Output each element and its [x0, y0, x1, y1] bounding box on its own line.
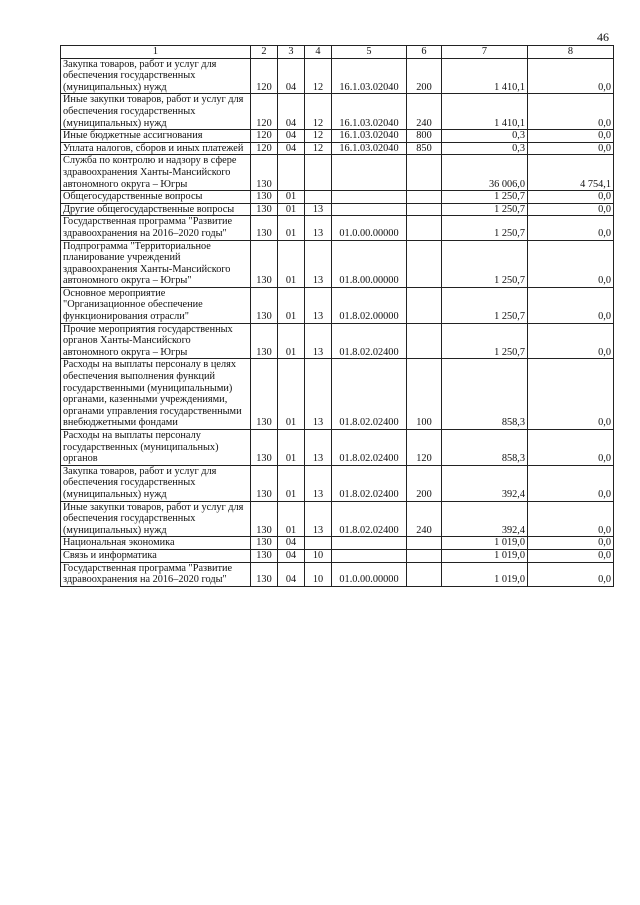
- table-cell: 01.8.02.02400: [332, 465, 407, 501]
- table-cell: 0,0: [528, 549, 614, 562]
- table-cell: 0,0: [528, 58, 614, 94]
- table-cell: 858,3: [442, 430, 528, 466]
- table-cell: [407, 562, 442, 586]
- table-cell: [407, 537, 442, 550]
- table-cell: 16.1.03.02040: [332, 58, 407, 94]
- table-cell: 0,0: [528, 537, 614, 550]
- table-row: [61, 562, 614, 586]
- table-cell: 240: [407, 94, 442, 130]
- table-cell: 850: [407, 142, 442, 155]
- table-cell: [332, 155, 407, 191]
- table-row: [61, 465, 614, 501]
- table-cell: 130: [251, 501, 278, 537]
- table-cell: 130: [251, 216, 278, 240]
- table-cell: [305, 191, 332, 204]
- table-cell: 04: [278, 130, 305, 143]
- table-cell: 0,3: [442, 142, 528, 155]
- table-cell: 0,0: [528, 203, 614, 216]
- row-label: Другие общегосударственные вопросы: [61, 203, 251, 216]
- row-label: Связь и информатика: [61, 549, 251, 562]
- row-label: Расходы на выплаты персоналу в целях обеспечения выполнения функций государственными (муниципальными) органами, казенными учреждениями, органами управления государственными внебюджетными фондами: [61, 359, 251, 430]
- table-cell: 1 250,7: [442, 191, 528, 204]
- table-cell: [407, 216, 442, 240]
- table-cell: 100: [407, 359, 442, 430]
- table-cell: 36 006,0: [442, 155, 528, 191]
- table-cell: 01: [278, 430, 305, 466]
- table-cell: 13: [305, 287, 332, 323]
- column-header: 1: [61, 46, 251, 59]
- table-row: [61, 58, 614, 94]
- table-cell: 01: [278, 501, 305, 537]
- table-cell: 130: [251, 537, 278, 550]
- table-cell: 16.1.03.02040: [332, 130, 407, 143]
- table-cell: 130: [251, 359, 278, 430]
- table-cell: 130: [251, 549, 278, 562]
- column-header: 4: [305, 46, 332, 59]
- table-cell: 13: [305, 501, 332, 537]
- table-cell: 130: [251, 203, 278, 216]
- table-cell: 1 250,7: [442, 203, 528, 216]
- table-cell: 01.8.02.02400: [332, 501, 407, 537]
- table-cell: [407, 240, 442, 287]
- table-cell: 0,0: [528, 240, 614, 287]
- table-cell: 130: [251, 287, 278, 323]
- table-cell: 0,0: [528, 191, 614, 204]
- table-cell: [407, 549, 442, 562]
- row-label: Подпрограмма "Территориальное планирование учреждений здравоохранения Ханты-Мансийского автономного округа – Югры": [61, 240, 251, 287]
- table-cell: 0,0: [528, 323, 614, 359]
- table-cell: 200: [407, 58, 442, 94]
- table-cell: 12: [305, 94, 332, 130]
- row-label: Закупка товаров, работ и услуг для обеспечения государственных (муниципальных) нужд: [61, 58, 251, 94]
- table-cell: [332, 191, 407, 204]
- table-cell: 0,0: [528, 130, 614, 143]
- table-row: [61, 430, 614, 466]
- table-cell: [305, 155, 332, 191]
- table-cell: 01.8.00.00000: [332, 240, 407, 287]
- table-cell: 0,0: [528, 430, 614, 466]
- table-cell: 01: [278, 323, 305, 359]
- table-cell: 0,0: [528, 287, 614, 323]
- table-cell: 130: [251, 191, 278, 204]
- table-row: [61, 130, 614, 143]
- table-cell: 1 250,7: [442, 216, 528, 240]
- table-cell: 12: [305, 58, 332, 94]
- table-cell: 0,0: [528, 94, 614, 130]
- row-label: Иные закупки товаров, работ и услуг для обеспечения государственных (муниципальных) нужд: [61, 94, 251, 130]
- table-row: [61, 240, 614, 287]
- table-cell: 01.0.00.00000: [332, 216, 407, 240]
- table-cell: [305, 537, 332, 550]
- table-cell: 01: [278, 191, 305, 204]
- row-label: Служба по контролю и надзору в сфере здравоохранения Ханты-Мансийского автономного округа – Югры: [61, 155, 251, 191]
- table-row: [61, 94, 614, 130]
- table-cell: 0,0: [528, 216, 614, 240]
- row-label: Общегосударственные вопросы: [61, 191, 251, 204]
- table-cell: 01: [278, 240, 305, 287]
- table-cell: [407, 287, 442, 323]
- table-cell: 13: [305, 203, 332, 216]
- row-label: Уплата налогов, сборов и иных платежей: [61, 142, 251, 155]
- table-cell: 0,0: [528, 465, 614, 501]
- table-cell: 01.8.02.02400: [332, 430, 407, 466]
- table-cell: 1 019,0: [442, 537, 528, 550]
- table-cell: [332, 549, 407, 562]
- table-cell: 04: [278, 94, 305, 130]
- table-cell: 01.8.02.02400: [332, 323, 407, 359]
- table-cell: 10: [305, 562, 332, 586]
- column-header: 2: [251, 46, 278, 59]
- table-cell: 16.1.03.02040: [332, 94, 407, 130]
- table-cell: 01: [278, 203, 305, 216]
- table-cell: 04: [278, 142, 305, 155]
- table-cell: 01: [278, 287, 305, 323]
- table-cell: 1 019,0: [442, 562, 528, 586]
- table-row: [61, 203, 614, 216]
- row-label: Основное мероприятие "Организационное обеспечение функционирования отрасли": [61, 287, 251, 323]
- table-cell: 04: [278, 549, 305, 562]
- table-cell: 04: [278, 562, 305, 586]
- table-row: [61, 537, 614, 550]
- table-cell: 120: [251, 94, 278, 130]
- table-cell: [407, 203, 442, 216]
- table-cell: 130: [251, 430, 278, 466]
- table-cell: 01.8.02.00000: [332, 287, 407, 323]
- table-cell: 858,3: [442, 359, 528, 430]
- row-label: Расходы на выплаты персоналу государственных (муниципальных) органов: [61, 430, 251, 466]
- table-cell: [332, 537, 407, 550]
- table-cell: 392,4: [442, 465, 528, 501]
- table-cell: 13: [305, 323, 332, 359]
- table-cell: 240: [407, 501, 442, 537]
- table-cell: [332, 203, 407, 216]
- row-label: Закупка товаров, работ и услуг для обеспечения государственных (муниципальных) нужд: [61, 465, 251, 501]
- table-cell: 392,4: [442, 501, 528, 537]
- table-cell: [278, 155, 305, 191]
- budget-table: [60, 45, 614, 587]
- table-header-row: [61, 46, 614, 59]
- table-cell: 0,3: [442, 130, 528, 143]
- table-row: [61, 191, 614, 204]
- column-header: 5: [332, 46, 407, 59]
- table-cell: 130: [251, 155, 278, 191]
- table-cell: 120: [251, 58, 278, 94]
- column-header: 7: [442, 46, 528, 59]
- table-row: [61, 359, 614, 430]
- table-row: [61, 323, 614, 359]
- table-cell: 800: [407, 130, 442, 143]
- table-cell: 13: [305, 465, 332, 501]
- table-cell: 4 754,1: [528, 155, 614, 191]
- table-cell: 0,0: [528, 562, 614, 586]
- table-cell: 1 250,7: [442, 240, 528, 287]
- table-cell: [407, 323, 442, 359]
- row-label: Иные закупки товаров, работ и услуг для обеспечения государственных (муниципальных) нужд: [61, 501, 251, 537]
- column-header: 3: [278, 46, 305, 59]
- table-cell: 04: [278, 537, 305, 550]
- table-cell: 0,0: [528, 359, 614, 430]
- table-cell: 01: [278, 465, 305, 501]
- table-row: [61, 216, 614, 240]
- table-cell: 12: [305, 142, 332, 155]
- table-row: [61, 287, 614, 323]
- table-cell: 01.0.00.00000: [332, 562, 407, 586]
- table-cell: 12: [305, 130, 332, 143]
- table-row: [61, 155, 614, 191]
- table-cell: 04: [278, 58, 305, 94]
- row-label: Государственная программа "Развитие здравоохранения на 2016–2020 годы": [61, 216, 251, 240]
- table-cell: 13: [305, 430, 332, 466]
- column-header: 8: [528, 46, 614, 59]
- table-cell: 10: [305, 549, 332, 562]
- page-number: 46: [597, 30, 609, 44]
- table-cell: 0,0: [528, 501, 614, 537]
- table-cell: 120: [251, 142, 278, 155]
- table-cell: 13: [305, 216, 332, 240]
- table-cell: 130: [251, 323, 278, 359]
- column-header: 6: [407, 46, 442, 59]
- table-cell: 13: [305, 240, 332, 287]
- table-cell: 1 019,0: [442, 549, 528, 562]
- row-label: Национальная экономика: [61, 537, 251, 550]
- table-cell: 01.8.02.02400: [332, 359, 407, 430]
- table-cell: [407, 155, 442, 191]
- table-cell: 120: [407, 430, 442, 466]
- row-label: Прочие мероприятия государственных органов Ханты-Мансийского автономного округа – Югры: [61, 323, 251, 359]
- table-cell: 120: [251, 130, 278, 143]
- table-cell: 130: [251, 562, 278, 586]
- table-cell: 130: [251, 465, 278, 501]
- table-cell: 130: [251, 240, 278, 287]
- table-cell: 16.1.03.02040: [332, 142, 407, 155]
- table-row: [61, 142, 614, 155]
- table-cell: 200: [407, 465, 442, 501]
- table-row: [61, 501, 614, 537]
- table-row: [61, 549, 614, 562]
- table-cell: 0,0: [528, 142, 614, 155]
- table-cell: 01: [278, 359, 305, 430]
- table-cell: 1 250,7: [442, 323, 528, 359]
- row-label: Государственная программа "Развитие здравоохранения на 2016–2020 годы": [61, 562, 251, 586]
- table-cell: 1 410,1: [442, 58, 528, 94]
- table-cell: 01: [278, 216, 305, 240]
- table-cell: 13: [305, 359, 332, 430]
- table-cell: 1 410,1: [442, 94, 528, 130]
- table-cell: [407, 191, 442, 204]
- table-cell: 1 250,7: [442, 287, 528, 323]
- row-label: Иные бюджетные ассигнования: [61, 130, 251, 143]
